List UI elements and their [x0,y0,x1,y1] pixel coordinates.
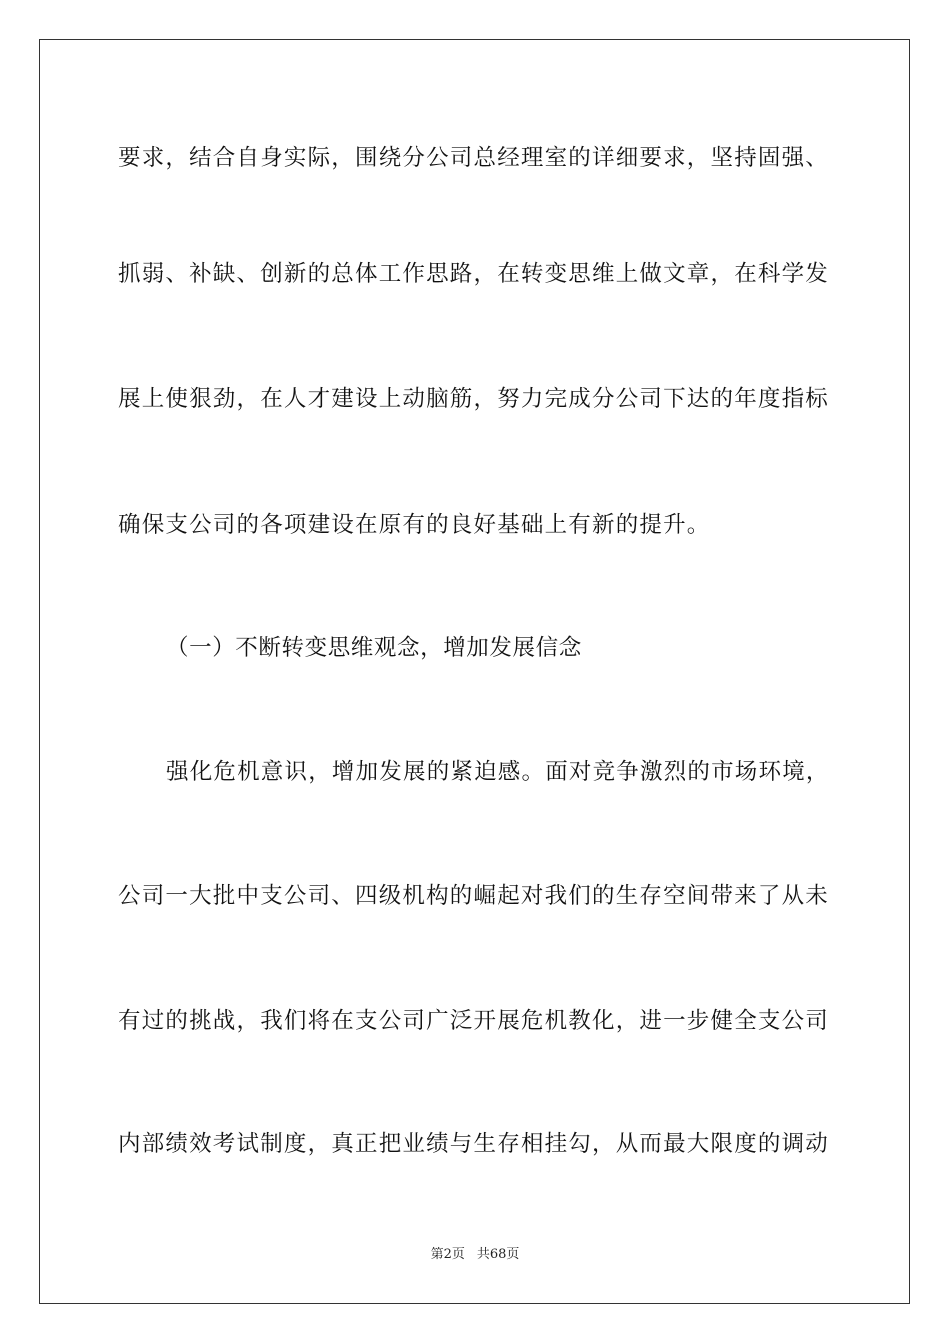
paragraph-line-3: 展上使狠劲，在人才建设上动脑筋，努力完成分公司下达的年度指标 [118,386,830,412]
paragraph-line-1: 要求，结合自身实际，围绕分公司总经理室的详细要求，坚持固强、 [118,145,830,171]
paragraph-line-4: 确保支公司的各项建设在原有的良好基础上有新的提升。 [118,512,711,538]
body-line-3: 有过的挑战，我们将在支公司广泛开展危机教化，进一步健全支公司 [118,1008,830,1034]
body-line-4: 内部绩效考试制度，真正把业绩与生存相挂勾，从而最大限度的调动 [118,1131,830,1157]
body-line-1: 强化危机意识，增加发展的紧迫感。面对竞争激烈的市场环境， [166,759,830,785]
page-border [39,39,910,1304]
section-heading: （一）不断转变思维观念，增加发展信念 [166,635,582,661]
page-number-total: 共68页 [476,1247,520,1262]
page-footer [0,1246,950,1264]
paragraph-line-2: 抓弱、补缺、创新的总体工作思路，在转变思维上做文章，在科学发 [118,261,830,287]
page-number-current: 第2页 [430,1247,465,1262]
body-line-2: 公司一大批中支公司、四级机构的崛起对我们的生存空间带来了从未 [118,883,830,909]
